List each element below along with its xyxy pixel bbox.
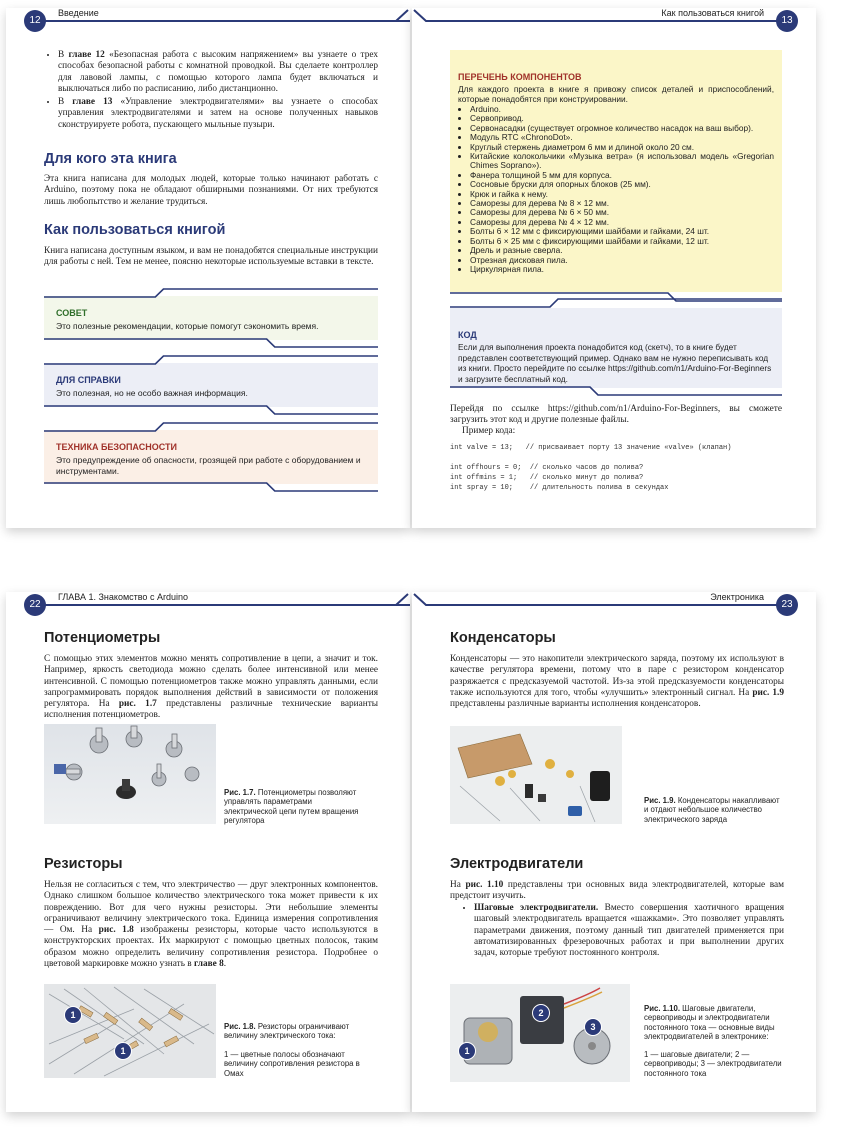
component-item: • Саморезы для дерева № 6 × 50 мм. xyxy=(470,208,774,217)
heading-resistors: Резисторы xyxy=(44,856,123,872)
components-intro: Для каждого проекта в книге я привожу список деталей и приспособлений, которые понадобятся при конструировании. xyxy=(458,84,774,104)
page-23 xyxy=(412,592,816,1112)
heading-how: Как пользоваться книгой xyxy=(44,222,226,238)
paragraph-motors: На рис. 1.10 представлены три основных вида электродвигателей, которые вам предстоит изучить. xyxy=(450,880,785,902)
heading-capacitors: Конденсаторы xyxy=(450,630,556,646)
callout-badge: 1 xyxy=(64,1006,82,1024)
tip-box xyxy=(44,288,378,348)
component-item: • Китайские колокольчики «Музыка ветра» (я использовал модель «Gregorian Chimes Soprano»). xyxy=(470,152,774,171)
chapter-list xyxy=(44,50,378,133)
code-line: int offhours = 0; // сколько часов до полива? xyxy=(450,464,644,472)
page-number: 12 xyxy=(24,10,46,32)
component-item: • Болты 6 × 25 мм с фиксирующими шайбами и гайками, 12 шт. xyxy=(470,237,774,246)
page-number: 13 xyxy=(776,10,798,32)
reference-title: ДЛЯ СПРАВКИ xyxy=(56,375,121,385)
code-line: int valve = 13; // присваивает порту 13 значение «valve» (клапан) xyxy=(450,444,732,452)
component-item: • Крюк и гайка к нему. xyxy=(470,190,774,199)
component-item: • Модуль RTC «ChronoDot». xyxy=(470,133,774,142)
page-12 xyxy=(6,8,410,528)
potentiometers-photo xyxy=(44,724,216,824)
resistors-photo xyxy=(44,984,216,1078)
component-item: • Arduino. xyxy=(470,105,774,114)
callout-badge: 3 xyxy=(584,1018,602,1036)
list-item: • Шаговые электродвигатели. Вместо совершения хаотичного вращения шаговый электродвигатель вращается «шажками». Это позволяет управлять параметрами движения, поэтому данный тип двигателей применяется при автоматизированных фрезеровочных работах и при выполнении других задач, которые требуют постоянного контроля. xyxy=(474,903,784,959)
reference-box-bg xyxy=(44,363,378,407)
component-item: • Саморезы для дерева № 8 × 12 мм. xyxy=(470,199,774,208)
safety-title: ТЕХНИКА БЕЗОПАСНОСТИ xyxy=(56,442,177,452)
component-item: • Болты 6 × 12 мм с фиксирующими шайбами и гайками, 24 шт. xyxy=(470,227,774,236)
page-22 xyxy=(6,592,410,1112)
reference-box xyxy=(44,355,378,415)
callout-badge: 1 xyxy=(458,1042,476,1060)
caption-fig-1-10-note: 1 — шаговые двигатели; 2 — сервоприводы; 3 — электродвигатели постоянного тока xyxy=(644,1050,782,1078)
caption-fig-1-7: Рис. 1.7. Потенциометры позволяют управлять параметрами электрической цепи путем вращения регулятора xyxy=(224,788,359,825)
safety-box xyxy=(44,422,378,492)
paragraph-how: Книга написана доступным языком, и вам не понадобятся специальные инструкции для работы с ней. Тем не менее, поясню некоторые используемые вставки в тексте. xyxy=(44,246,378,268)
list-item: • В главе 12 «Безопасная работа с высоким напряжением» вы узнаете о трех способах безопасной работы с комнатной проводкой. Вы сделаете контроллер для лавовой лампы, с помощью которого лампа будет включаться и выключаться либо по расписанию, либо дистанционно. xyxy=(58,50,378,95)
page-header xyxy=(6,8,410,34)
components-title: ПЕРЕЧЕНЬ КОМПОНЕНТОВ xyxy=(458,72,582,82)
safety-text: Это предупреждение об опасности, грозящей при работе с оборудованием и инструментами. xyxy=(56,455,361,476)
paragraph-potentiometers: С помощью этих элементов можно менять сопротивление в цепи, а значит и ток. Например, яркость светодиода можно сделать более интенсивной или менее интенсивной. С помощью потенциометров также можно управлять данными, если запрограммировать порядок выполнения действий в зависимости от положения регулятора. На рис. 1.7 представлены различные технические варианты исполнения потенциометров. xyxy=(44,654,379,721)
page-13 xyxy=(412,8,816,528)
code-text: Если для выполнения проекта понадобится код (скетч), то в книге будет представлен соответствующий пример. Однако вам не нужно переписывать код из книги. Просто перейдите по ссылке https://github.com/n1/Arduino-For-Beginners и загрузите бесплатный код. xyxy=(458,342,772,384)
running-header: Введение xyxy=(54,8,103,18)
code-line xyxy=(450,454,790,464)
capacitors-photo xyxy=(450,726,622,824)
components-box xyxy=(450,50,782,302)
component-item: • Круглый стержень диаметром 6 мм и длиной около 20 см. xyxy=(470,143,774,152)
list-item: • В главе 13 «Управление электродвигателями» вы узнаете о способах управления электродвигателями и затем на основе полученных навыков сконструируете робота, пускающего мыльные пузыри. xyxy=(58,97,378,131)
running-header: Электроника xyxy=(706,592,768,602)
page-number: 23 xyxy=(776,594,798,616)
caption-fig-1-8-note: 1 — цветные полосы обозначают величину сопротивления резистора в Омах xyxy=(224,1050,360,1078)
components-list xyxy=(458,105,774,274)
tip-box-bg xyxy=(44,296,378,340)
example-label: Пример кода: xyxy=(462,426,516,436)
caption-fig-1-10: Рис. 1.10. Шаговые двигатели, сервоприводы и электродвигатели постоянного тока — основные виды электродвигателей в электронике: xyxy=(644,1004,775,1041)
page-header xyxy=(6,592,410,618)
link-paragraph: Перейдя по ссылке https://github.com/n1/Arduino-For-Beginners, вы сможете загрузить этот код и другие полезные файлы. xyxy=(450,404,782,426)
heading-who: Для кого эта книга xyxy=(44,151,177,167)
page-number: 22 xyxy=(24,594,46,616)
component-item: • Саморезы для дерева № 4 × 12 мм. xyxy=(470,218,774,227)
heading-potentiometers: Потенциометры xyxy=(44,630,161,646)
code-line: int offmins = 1; // сколько минут до полива? xyxy=(450,474,644,482)
callout-badge: 1 xyxy=(114,1042,132,1060)
component-item: • Циркулярная пила. xyxy=(470,265,774,274)
caption-fig-1-8: Рис. 1.8. Резисторы ограничивают величину электрического тока: xyxy=(224,1022,350,1041)
running-header: ГЛАВА 1. Знакомство с Arduino xyxy=(54,592,192,602)
paragraph-who: Эта книга написана для молодых людей, которые только начинают работать с Arduino, поэтому пока не обладают обширными познаниями. От них требуются лишь любопытство и желание трудиться. xyxy=(44,174,378,207)
component-item: • Сосновые бруски для опорных блоков (25 мм). xyxy=(470,180,774,189)
code-listing xyxy=(450,444,790,494)
heading-motors: Электродвигатели xyxy=(450,856,584,872)
code-title: КОД xyxy=(458,330,477,340)
component-item: • Фанера толщиной 5 мм для корпуса. xyxy=(470,171,774,180)
paragraph-capacitors: Конденсаторы — это накопители электрического заряда, поэтому их используют в качестве регулятора времени, потому что в паре с резистором конденсатор разряжается с предсказуемой частотой. Из-за этой предсказуемости конденсаторы также используются для того, чтобы «улучшить» электронный сигнал. На рис. 1.9 представлены различные варианты исполнения конденсаторов. xyxy=(450,654,784,710)
component-item: • Сервопривод. xyxy=(470,114,774,123)
tip-text: Это полезные рекомендации, которые помогут сэкономить время. xyxy=(56,321,319,331)
motors-list xyxy=(460,903,784,961)
component-item: • Дрель и разные сверла. xyxy=(470,246,774,255)
reference-text: Это полезная, но не особо важная информация. xyxy=(56,388,248,398)
page-header xyxy=(412,592,816,618)
callout-badge: 2 xyxy=(532,1004,550,1022)
caption-fig-1-9: Рис. 1.9. Конденсаторы накапливают и отдают небольшое количество электрического заряда xyxy=(644,796,780,824)
page-header xyxy=(412,8,816,34)
paragraph-resistors: Нельзя не согласиться с тем, что электричество — друг электронных компонентов. Однако слишком большое количество электрического тока может привести к их повреждению. Вот для чего нужны резисторы. Эти небольшие элементы ограничивают величину электрического тока. Единица измерения сопротивления — Ом. На рис. 1.8 изображены резисторы, которые часто используются в конструкторских проектах. Их маркируют с помощью цветных полосок, таким образом можно определить величину сопротивления резистора. Подробнее о цветовой маркировке можно узнать в главе 8. xyxy=(44,880,378,970)
motors-photo xyxy=(450,984,630,1082)
component-item: • Отрезная дисковая пила. xyxy=(470,256,774,265)
code-box xyxy=(450,298,782,388)
running-header: Как пользоваться книгой xyxy=(657,8,768,18)
code-line: int spray = 10; // длительность полива в секундах xyxy=(450,484,669,492)
component-item: • Сервонасадки (существует огромное количество насадок на ваш выбор). xyxy=(470,124,774,133)
tip-title: СОВЕТ xyxy=(56,308,88,318)
